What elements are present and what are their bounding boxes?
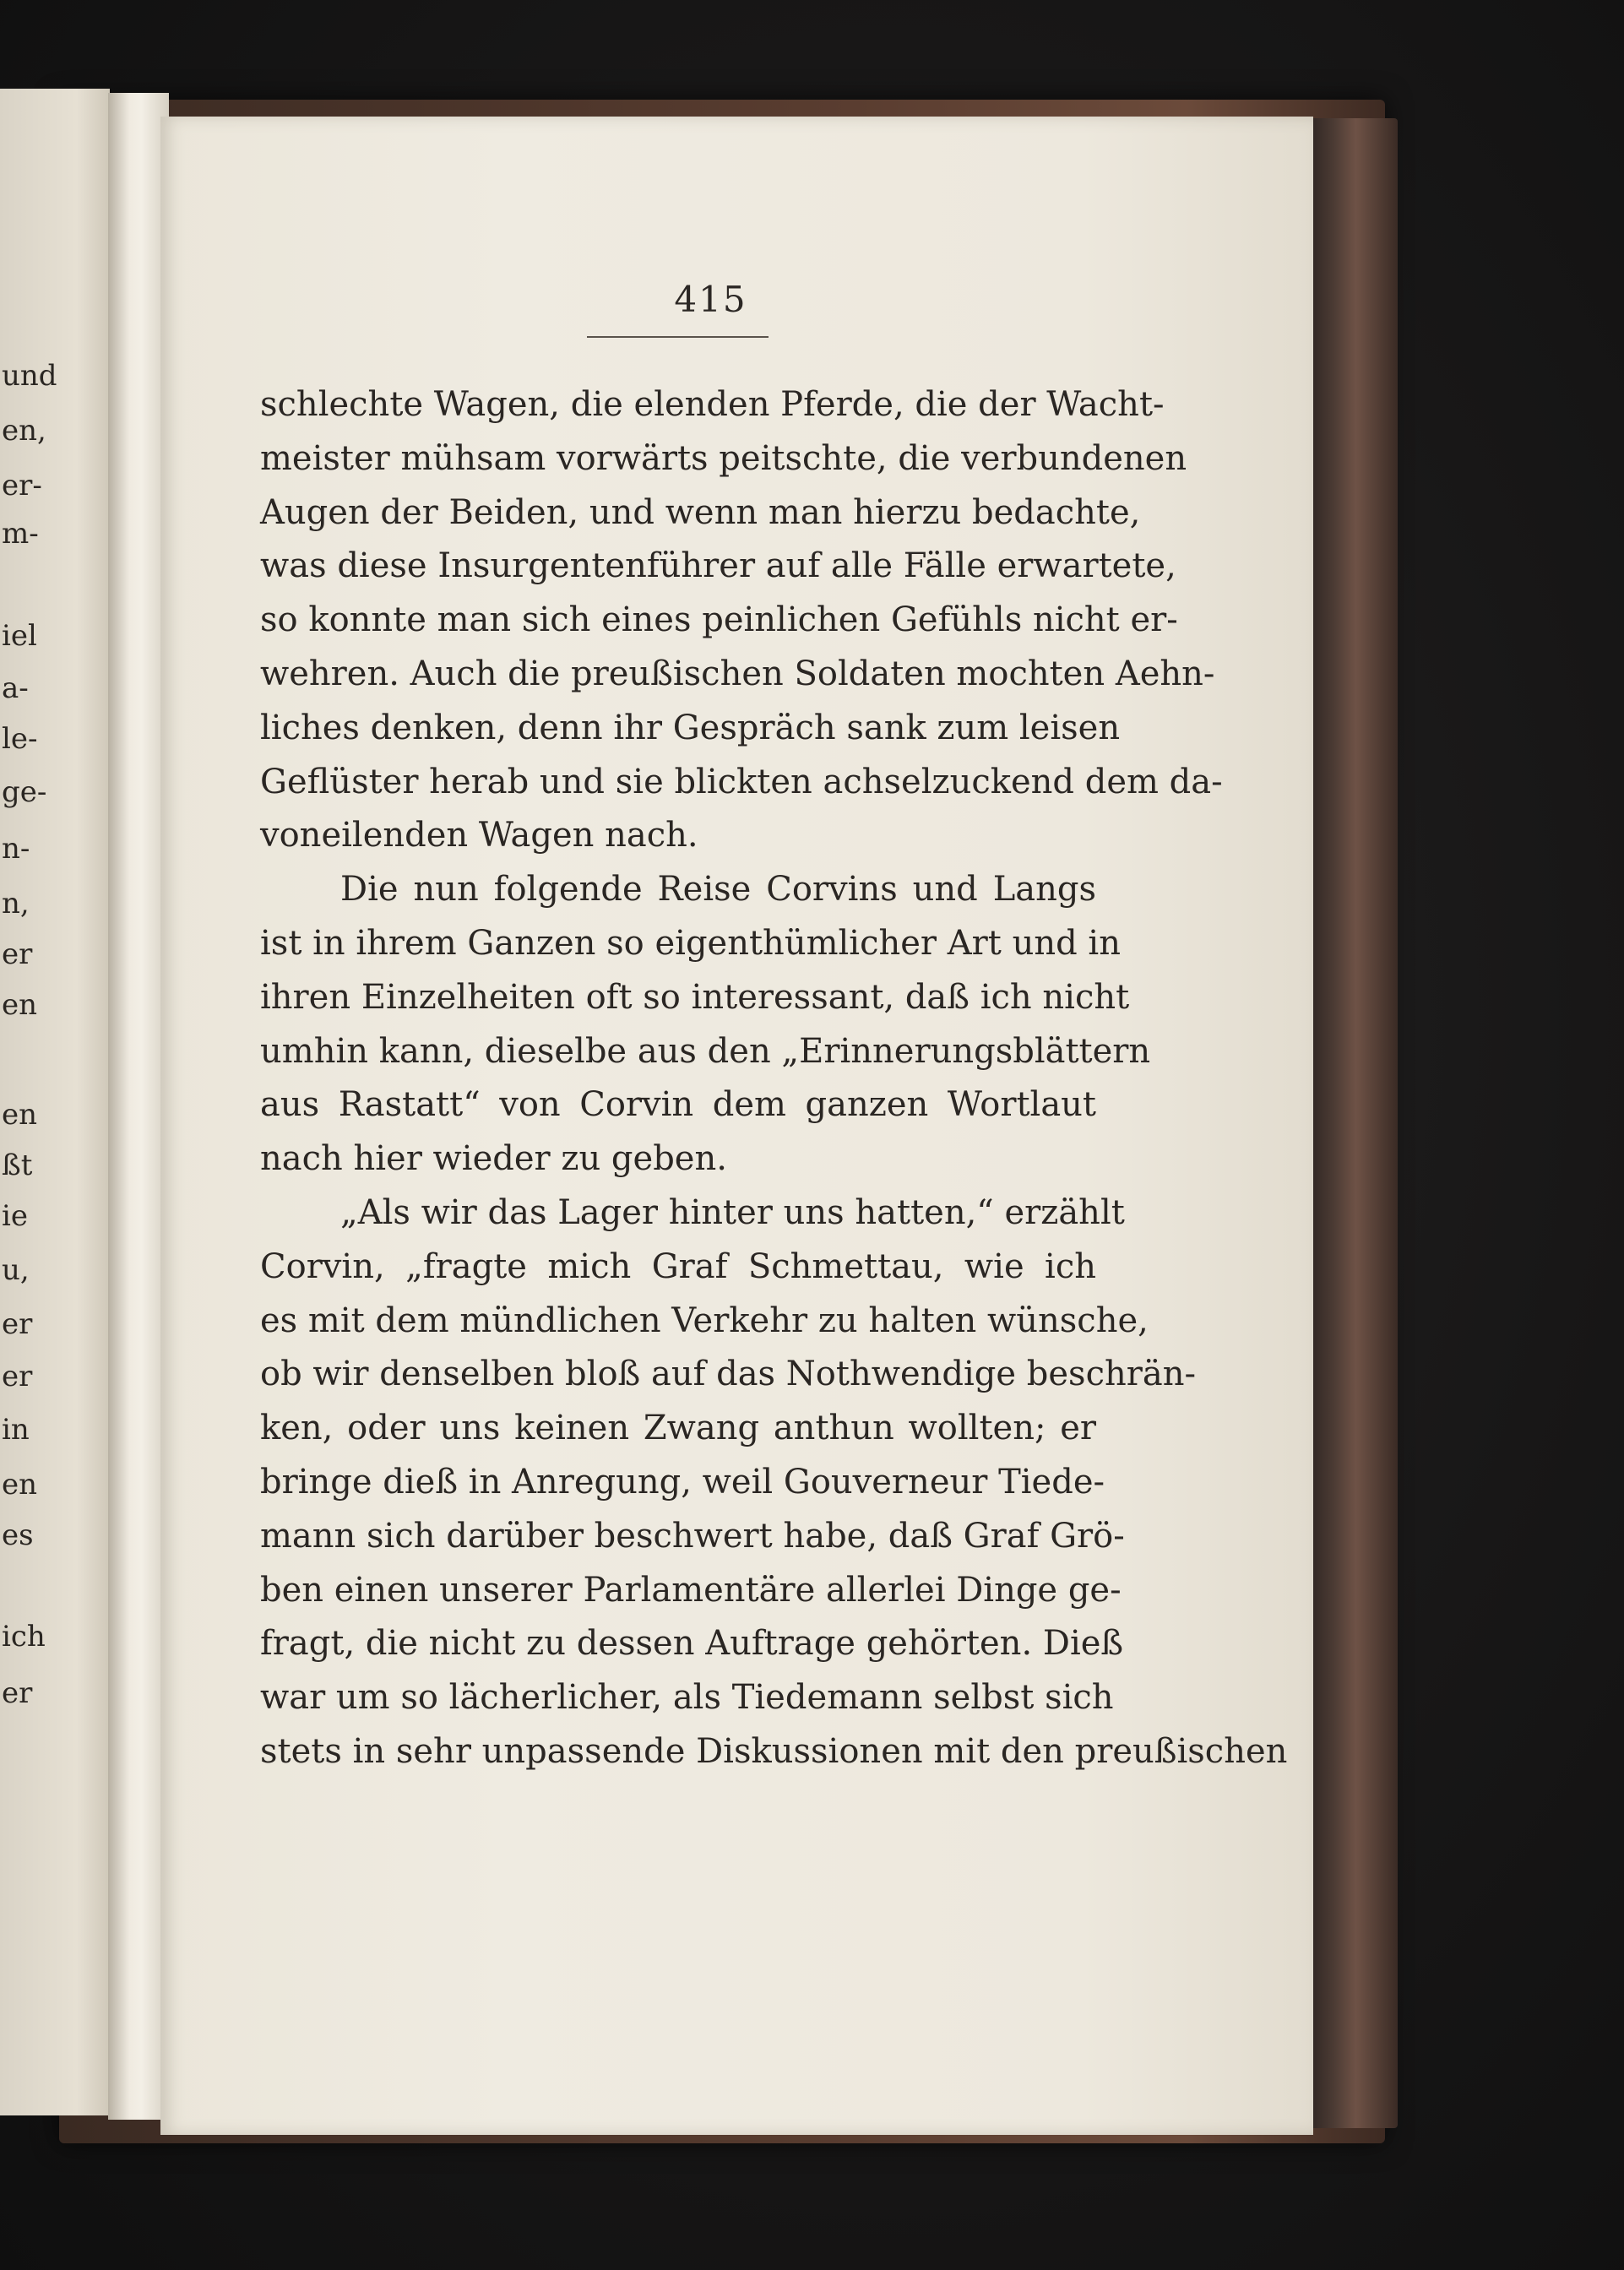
text-line: nach hier wieder zu geben. bbox=[260, 1139, 727, 1179]
text-line: schlechte Wagen, die elenden Pferde, die der Wacht- bbox=[260, 385, 1165, 424]
body-text bbox=[260, 378, 1288, 1779]
left-page-fragment: er bbox=[2, 1676, 33, 1710]
text-line: aus Rastatt“ von Corvin dem ganzen Wortlaut bbox=[260, 1085, 1096, 1125]
left-page-fragment: en bbox=[2, 1468, 38, 1502]
left-page-fragment: ge- bbox=[2, 775, 47, 809]
text-line: stets in sehr unpassende Diskussionen mit den preußischen bbox=[260, 1731, 1288, 1771]
left-page-fragment: en, bbox=[2, 414, 46, 448]
left-page-fragment: ie bbox=[2, 1199, 28, 1233]
text-line: ist in ihrem Ganzen so eigenthümlicher Art und in bbox=[260, 923, 1121, 963]
left-page-fragment: le- bbox=[2, 722, 38, 756]
text-line: wehren. Auch die preußischen Soldaten mochten Aehn- bbox=[260, 654, 1215, 693]
left-page-fragment: er bbox=[2, 1360, 33, 1393]
left-page-fragment: iel bbox=[2, 619, 37, 653]
text-line: ihren Einzelheiten oft so interessant, daß ich nicht bbox=[260, 977, 1130, 1017]
left-page-fragment: ßt bbox=[2, 1149, 33, 1182]
left-page-fragment: er bbox=[2, 937, 33, 971]
left-page-fragment: a- bbox=[2, 671, 29, 705]
text-line: Geflüster herab und sie blickten achselzuckend dem da- bbox=[260, 762, 1223, 801]
left-page-fragment: u, bbox=[2, 1253, 30, 1287]
page-number: 415 bbox=[674, 279, 747, 320]
page-number-rule bbox=[587, 336, 769, 338]
left-page-fragment: und bbox=[2, 359, 57, 393]
text-line: Augen der Beiden, und wenn man hierzu bedachte, bbox=[260, 492, 1141, 532]
text-line: voneilenden Wagen nach. bbox=[260, 816, 698, 855]
left-page-text-fragments bbox=[0, 89, 110, 2115]
text-line: liches denken, denn ihr Gespräch sank zum leisen bbox=[260, 708, 1121, 747]
text-line: so konnte man sich eines peinlichen Gefühls nicht er- bbox=[260, 600, 1178, 640]
text-line: bringe dieß in Anregung, weil Gouverneur Tiede- bbox=[260, 1462, 1105, 1502]
text-line: Die nun folgende Reise Corvins und Langs bbox=[340, 870, 1096, 910]
text-line: ben einen unserer Parlamentäre allerlei Dinge ge- bbox=[260, 1570, 1122, 1610]
left-page-fragment: es bbox=[2, 1518, 34, 1552]
text-line: „Als wir das Lager hinter uns hatten,“ erzählt bbox=[340, 1192, 1125, 1232]
text-line: meister mühsam vorwärts peitschte, die verbundenen bbox=[260, 438, 1187, 478]
left-facing-page bbox=[0, 89, 110, 2115]
text-line: ken, oder uns keinen Zwang anthun wollten; er bbox=[260, 1409, 1096, 1448]
text-line: Corvin, „fragte mich Graf Schmettau, wie ich bbox=[260, 1246, 1096, 1286]
left-page-fragment: en bbox=[2, 988, 38, 1022]
text-line: war um so lächerlicher, als Tiedemann selbst sich bbox=[260, 1678, 1114, 1718]
left-page-fragment: n- bbox=[2, 832, 30, 866]
left-page-fragment: n, bbox=[2, 887, 30, 920]
left-page-fragment: er- bbox=[2, 469, 42, 502]
text-line: was diese Insurgentenführer auf alle Fälle erwartete, bbox=[260, 546, 1176, 586]
text-line: umhin kann, dieselbe aus den „Erinnerungsblättern bbox=[260, 1031, 1151, 1071]
text-line: es mit dem mündlichen Verkehr zu halten wünsche, bbox=[260, 1301, 1149, 1340]
left-page-fragment: ich bbox=[2, 1620, 46, 1654]
text-line: ob wir denselben bloß auf das Nothwendige beschrän- bbox=[260, 1355, 1196, 1394]
left-page-fragment: en bbox=[2, 1098, 38, 1132]
text-line: fragt, die nicht zu dessen Auftrage gehörten. Dieß bbox=[260, 1624, 1124, 1664]
text-line: mann sich darüber beschwert habe, daß Graf Grö- bbox=[260, 1516, 1125, 1556]
left-page-fragment: er bbox=[2, 1307, 33, 1341]
left-page-fragment: in bbox=[2, 1413, 30, 1447]
left-page-fragment: m- bbox=[2, 517, 39, 551]
book-cover-edge bbox=[1305, 118, 1398, 2128]
